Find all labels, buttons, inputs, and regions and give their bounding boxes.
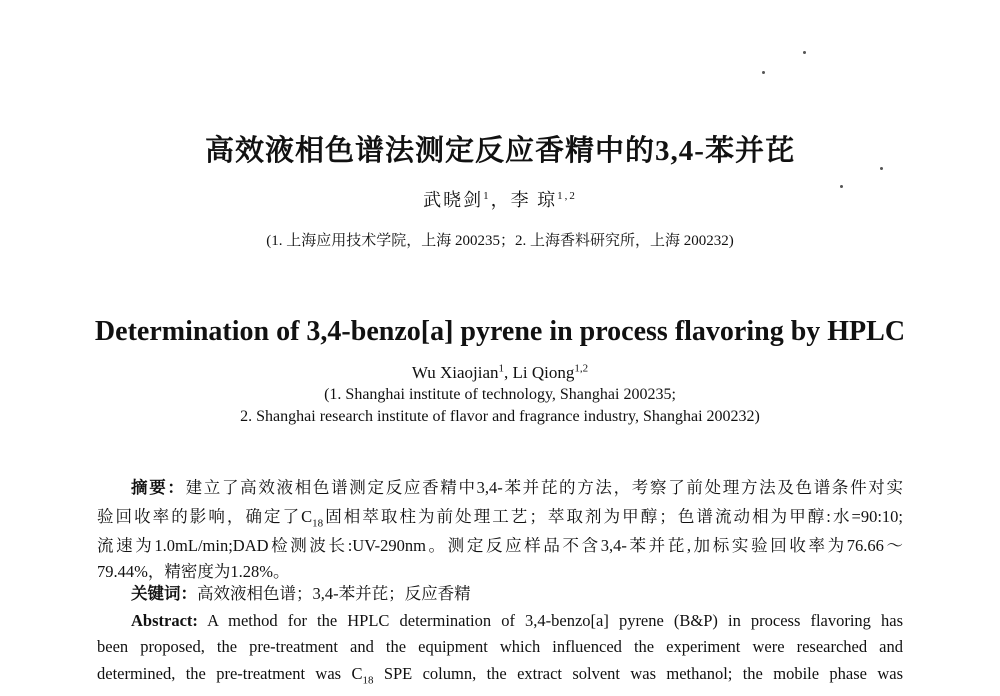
author-separator: ， [490,190,511,210]
chinese-author-2: 李 琼 [510,190,558,210]
abstract-en-line [97,664,903,687]
chinese-title: 高效液相色谱法测定反应香精中的3,4-苯并芘 [205,135,795,167]
abstract-cn-subscript: 18 [312,517,324,530]
abstract-cn-label: 摘要： [131,478,186,497]
abstract-cn-text: 建立了高效液相色谱测定反应香精中3,4-苯并芘的方法，考察了前处理方法及色谱条件对实 [185,478,903,497]
abstract-cn-text: 验回收率的影响，确定了C [97,507,313,526]
english-title: Determination of 3,4-benzo[a] pyrene in process flavoring by HPLC [94,316,906,347]
english-author-1-affil: 1 [498,362,505,375]
keywords-cn-label: 关键词： [131,584,197,603]
abstract-en-text: SPE column, the extract solvent was methanol; the mobile phase was [373,664,903,683]
abstract-cn-text: 流速为1.0mL/min;DAD检测波长:UV-290nm。测定反应样品不含3,4-苯并芘,加标实验回收率为76.66～ [97,536,903,555]
chinese-author-1-affil: 1 [483,190,491,202]
abstract-en-text: determined, the pre-treatment was C [97,664,363,683]
english-affiliation-1: (1. Shanghai institute of technology, Shanghai 200235; [324,386,676,403]
chinese-author-2-affil: 1,2 [557,190,577,202]
english-abstract [97,0,903,696]
abstract-en-line [97,637,903,657]
abstract-en-line [131,611,903,631]
abstract-en-text: A method for the HPLC determination of 3,4-benzo[a] pyrene (B&P) in process flavoring has [197,611,903,630]
chinese-author-1: 武晓剑 [423,190,484,210]
abstract-en-text: been proposed, the pre-treatment and the equipment which influenced the experiment were researched and [97,637,903,656]
abstract-cn-text: 79.44%，精密度为1.28%。 [97,562,290,581]
abstract-cn-text: 固相萃取柱为前处理工艺；萃取剂为甲醇；色谱流动相为甲醇:水=90:10; [323,507,903,526]
keywords-cn-text: 高效液相色谱；3,4-苯并芘；反应香精 [197,584,471,603]
abstract-en-subscript: 18 [362,674,374,687]
english-affiliation-2: 2. Shanghai research institute of flavor and fragrance industry, Shanghai 200232) [240,408,760,425]
abstract-en-label: Abstract: [131,611,198,630]
english-author-2-affil: 1,2 [574,362,589,375]
english-author-2: , Li Qiong [504,363,575,382]
english-author-1: Wu Xiaojian [411,363,499,382]
chinese-affiliation: (1. 上海应用技术学院，上海 200235；2. 上海香料研究所，上海 200232) [266,233,734,249]
